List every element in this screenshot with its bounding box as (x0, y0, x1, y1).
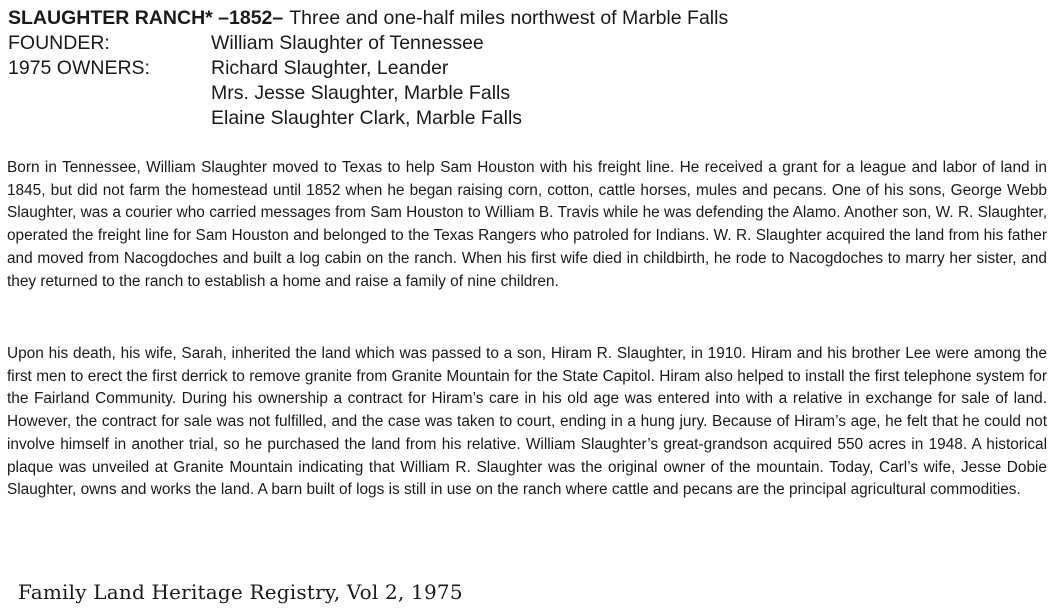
founder-label: FOUNDER: (8, 32, 110, 54)
founder-value: William Slaughter of Tennessee (211, 32, 484, 54)
owners-label: 1975 OWNERS: (8, 57, 150, 79)
label-spacer (8, 106, 211, 131)
ranch-title: SLAUGHTER RANCH* –1852– (8, 7, 284, 29)
founder-row (8, 31, 1048, 56)
entry-header (8, 6, 1048, 131)
history-paragraph-1: Born in Tennessee, William Slaughter moved to Texas to help Sam Houston with his freight line. He received a grant for a league and labor of land in 1845, but did not farm the homestead until 1852 when he began raising corn, cotton, cattle horses, mules and pecans. One of his sons, George Webb Slaughter, was a courier who carried messages from Sam Houston to William B. Travis while he was defending the Alamo. Another son, W. R. Slaughter, operated the freight line for Sam Houston and belonged to the Texas Rangers who patroled for Indians. W. R. Slaughter acquired the land from his father and moved from Nacogdoches and built a log cabin on the ranch. When his first wife died in childbirth, he rode to Nacogdoches to marry her sister, and they returned to the ranch to establish a home and raise a family of nine children. (7, 159, 1047, 290)
source-citation: Family Land Heritage Registry, Vol 2, 1975 (18, 580, 463, 604)
owners-row-continued (8, 81, 1048, 106)
ranch-location: Three and one-half miles northwest of Marble Falls (289, 7, 729, 29)
history-paragraph-2: Upon his death, his wife, Sarah, inherited the land which was passed to a son, Hiram R. Slaughter, in 1910. Hiram and his brother Lee were among the first men to erect the first derrick to remove granite from Granite Mountain for the State Capitol. Hiram also helped to install the first telephone system for the Fairland Community. During his ownership a contract for Hiram’s care in his old age was entered into with a relative in exchange for sale of land. However, the contract for sale was not fulfilled, and the case was taken to court, ending in a hung jury. Because of Hiram’s age, he felt that he could not involve himself in another trial, so he purchased the land from his relative. William Slaughter’s great-grandson acquired 550 acres in 1948. A historical plaque was unveiled at Granite Mountain indicating that William R. Slaughter was the original owner of the mountain. Today, Carl’s wife, Jesse Dobie Slaughter, owns and works the land. A barn built of logs is still in use on the ranch where cattle and pecans are the principal agricultural commodities. (7, 345, 1047, 499)
title-line (8, 6, 1048, 31)
owner-item: Elaine Slaughter Clark, Marble Falls (211, 107, 523, 129)
owner-item: Mrs. Jesse Slaughter, Marble Falls (211, 82, 511, 104)
label-spacer (8, 81, 211, 106)
owner-item: Richard Slaughter, Leander (211, 57, 449, 79)
owners-row-continued (8, 106, 1048, 131)
owners-row (8, 56, 1048, 81)
